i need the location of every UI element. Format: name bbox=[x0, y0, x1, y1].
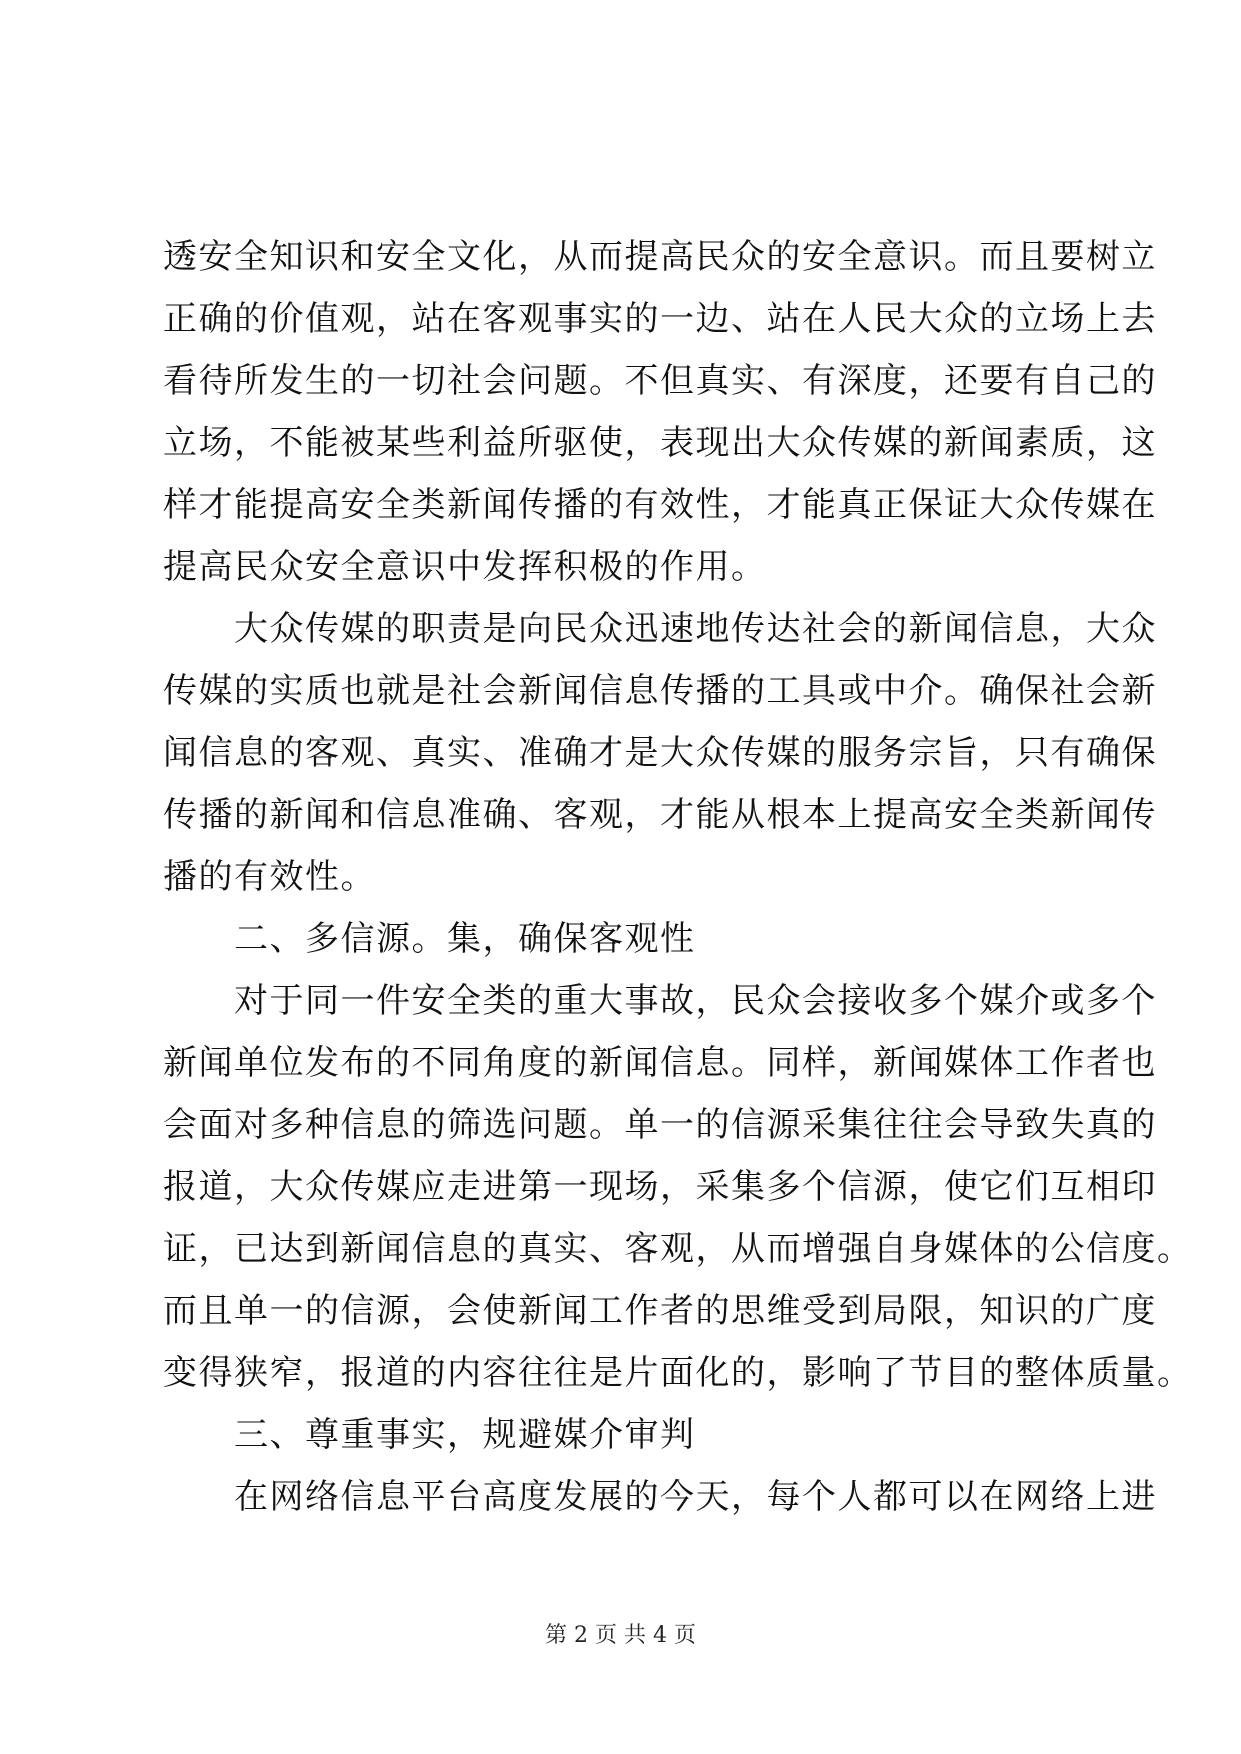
text-line: 会面对多种信息的筛选问题。单一的信源采集往往会导致失真的 bbox=[163, 1105, 1157, 1145]
text-line: 变得狭窄，报道的内容往往是片面化的，影响了节目的整体质量。 bbox=[163, 1353, 1193, 1393]
text-line: 看待所发生的一切社会问题。不但真实、有深度，还要有自己的 bbox=[163, 361, 1157, 401]
text-line: 在网络信息平台高度发展的今天，每个人都可以在网络上进 bbox=[163, 1477, 1157, 1517]
text-line: 透安全知识和安全文化，从而提高民众的安全意识。而且要树立 bbox=[163, 237, 1157, 277]
text-line: 正确的价值观，站在客观事实的一边、站在人民大众的立场上去 bbox=[163, 299, 1157, 339]
text-line: 证，已达到新闻信息的真实、客观，从而增强自身媒体的公信度。 bbox=[163, 1229, 1193, 1269]
text-line: 而且单一的信源，会使新闻工作者的思维受到局限，知识的广度 bbox=[163, 1291, 1157, 1331]
text-line: 传媒的实质也就是社会新闻信息传播的工具或中介。确保社会新 bbox=[163, 671, 1157, 711]
text-line: 新闻单位发布的不同角度的新闻信息。同样，新闻媒体工作者也 bbox=[163, 1043, 1157, 1083]
text-line: 闻信息的客观、真实、准确才是大众传媒的服务宗旨，只有确保 bbox=[163, 733, 1157, 773]
text-line: 提高民众安全意识中发挥积极的作用。 bbox=[163, 547, 767, 587]
text-line: 报道，大众传媒应走进第一现场，采集多个信源，使它们互相印 bbox=[163, 1167, 1157, 1207]
text-line: 立场，不能被某些利益所驱使，表现出大众传媒的新闻素质，这 bbox=[163, 423, 1157, 463]
text-line: 对于同一件安全类的重大事故，民众会接收多个媒介或多个 bbox=[163, 981, 1157, 1021]
section-heading: 三、尊重事实，规避媒介审判 bbox=[163, 1415, 696, 1455]
section-heading: 二、多信源。集，确保客观性 bbox=[163, 919, 696, 959]
text-line: 传播的新闻和信息准确、客观，才能从根本上提高安全类新闻传 bbox=[163, 795, 1157, 835]
text-line: 样才能提高安全类新闻传播的有效性，才能真正保证大众传媒在 bbox=[163, 485, 1157, 525]
text-line: 播的有效性。 bbox=[163, 857, 376, 897]
page-number-footer: 第 2 页 共 4 页 bbox=[545, 1623, 696, 1648]
text-line: 大众传媒的职责是向民众迅速地传达社会的新闻信息，大众 bbox=[163, 609, 1157, 649]
